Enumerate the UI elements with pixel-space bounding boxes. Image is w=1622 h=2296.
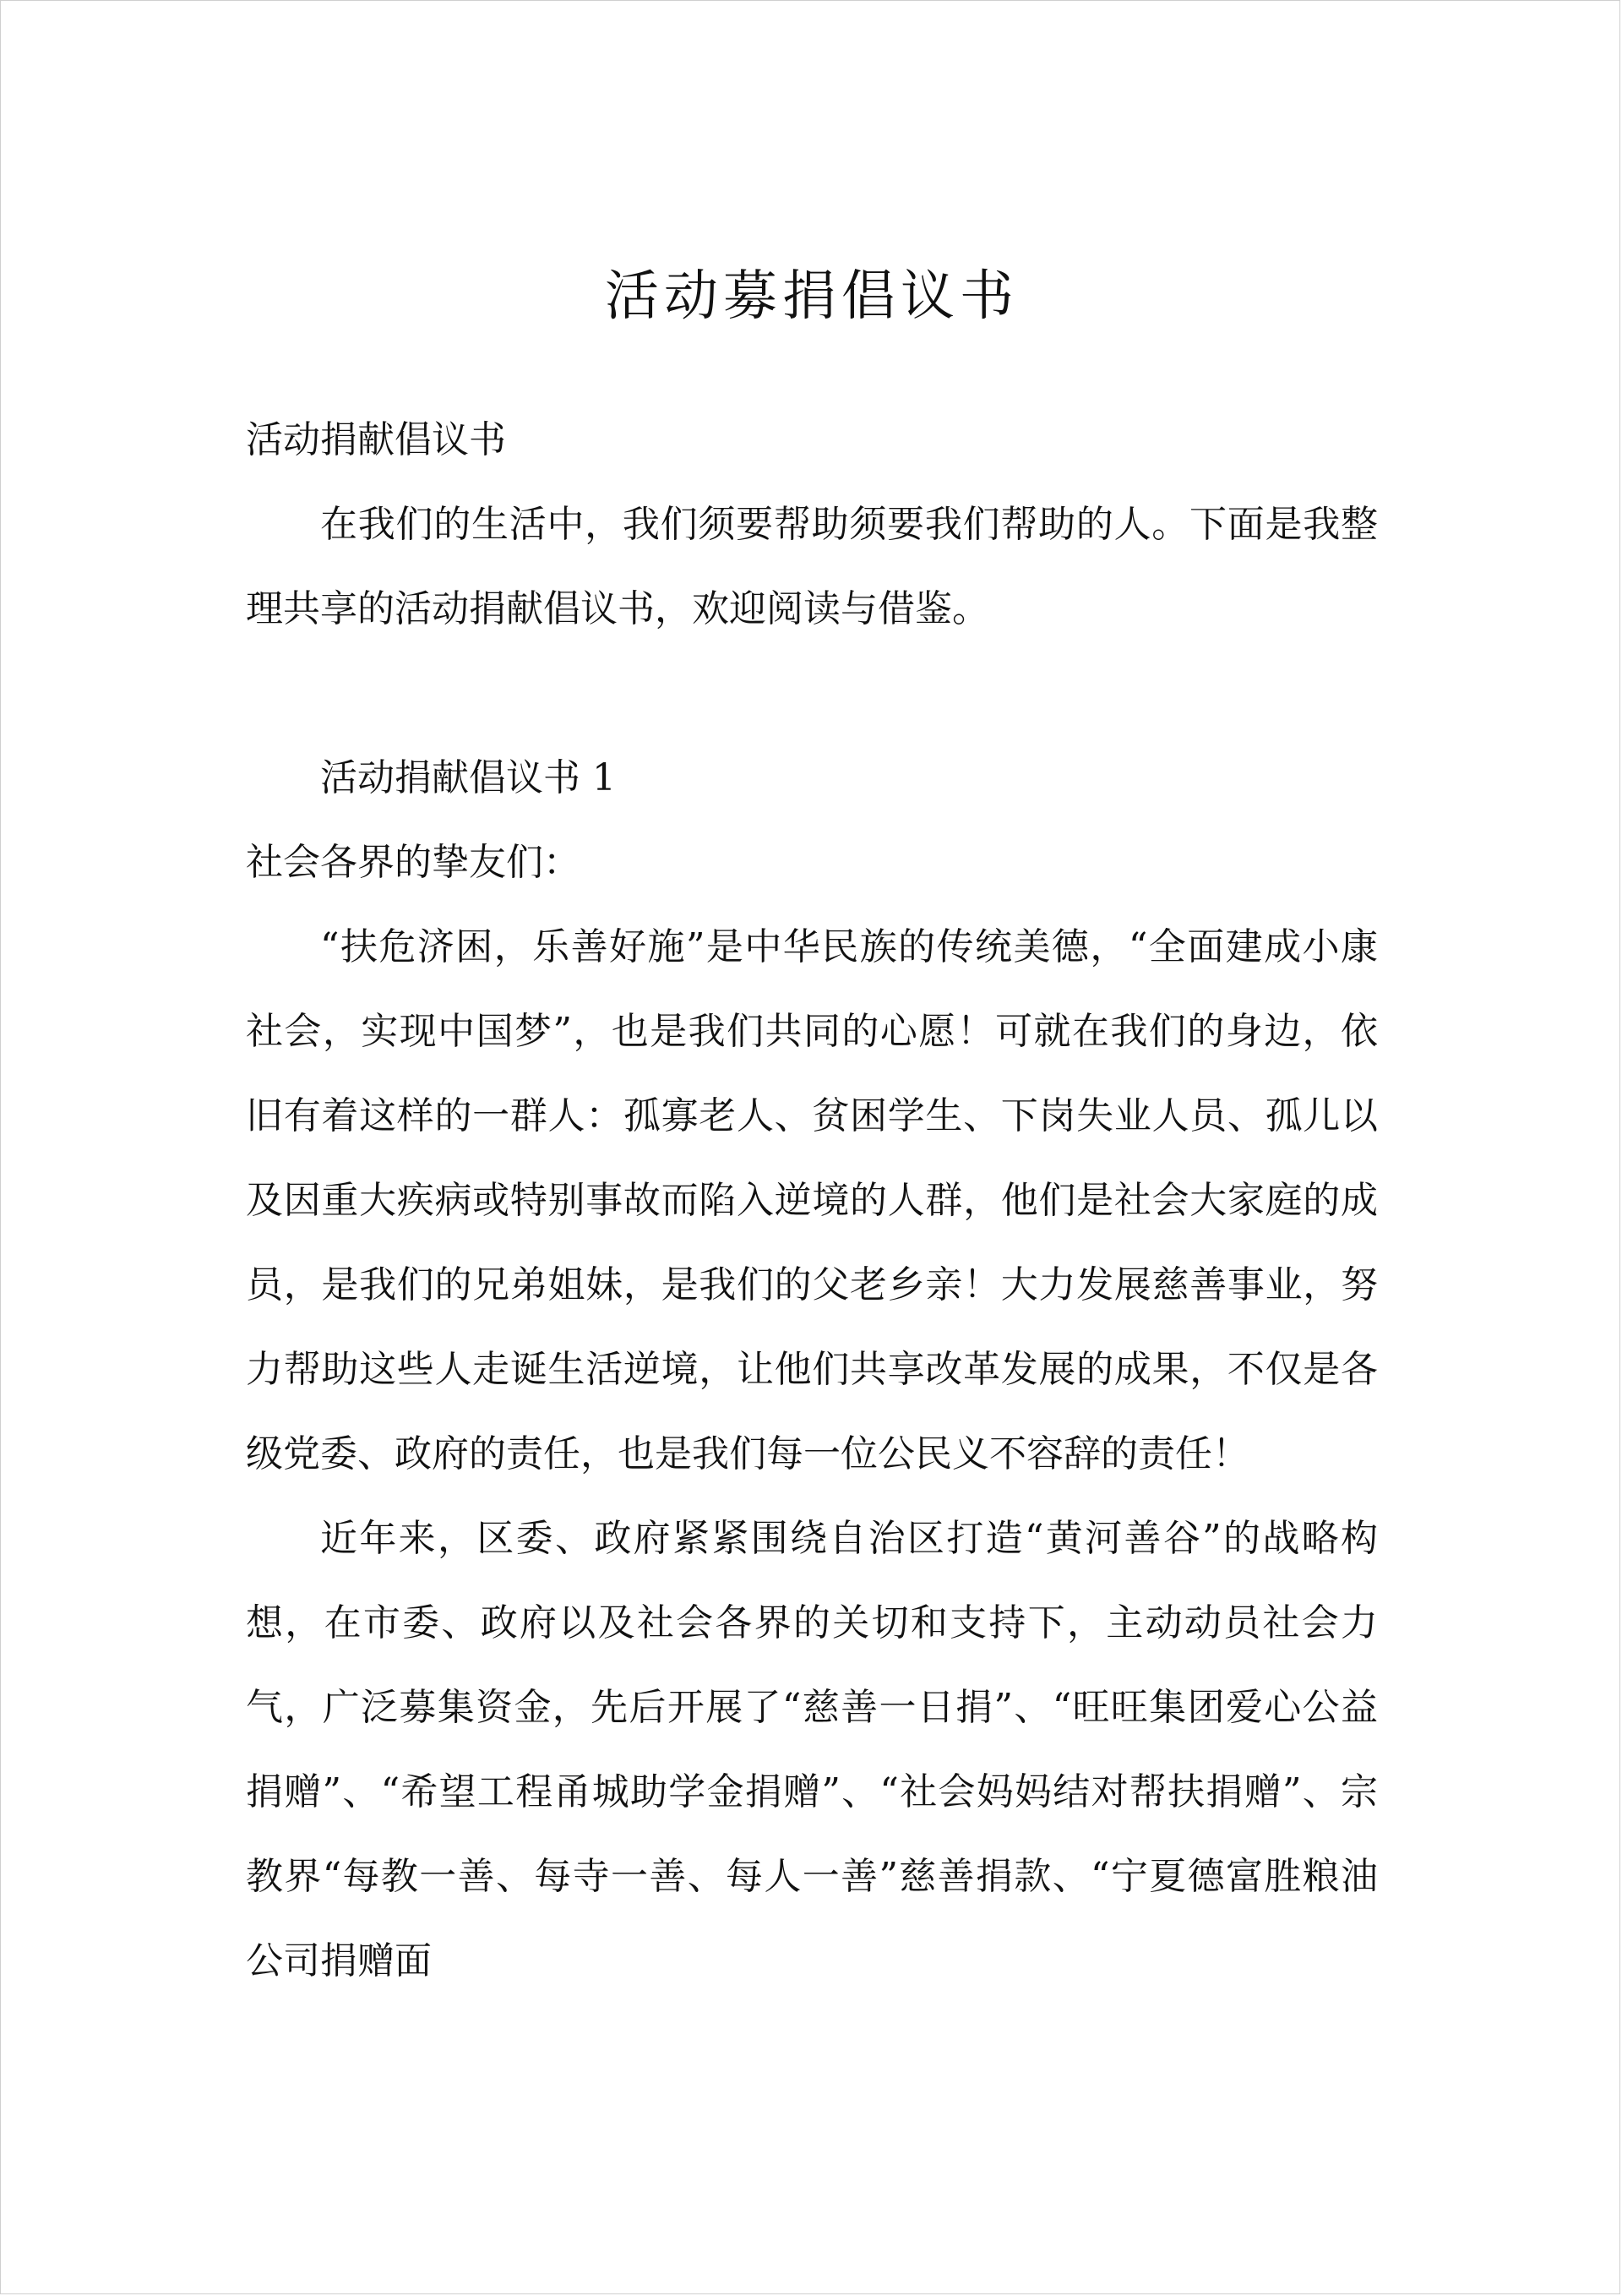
paragraph-gap [246,652,1378,736]
intro-paragraph: 在我们的生活中，我们须要帮助须要我们帮助的人。下面是我整理共享的活动捐献倡议书，欢迎阅读与借鉴。 [246,503,1378,630]
salutation: 社会各界的挚友们： [246,841,580,884]
body-paragraph: “扶危济困，乐善好施”是中华民族的传统美德，“全面建成小康社会，实现中国梦”，也是我们共同的心愿！可就在我们的身边，依旧有着这样的一群人：孤寡老人、贫困学生、下岗失业人员、孤儿以及因重大疾病或特别事故而陷入逆境的人群，他们是社会大家庭的成员，是我们的兄弟姐妹，是我们的父老乡亲！大力发展慈善事业，努力帮助这些人走诞生活逆境，让他们共享改革发展的成果，不仅是各级党委、政府的责任，也是我们每一位公民义不容辞的责任！ [246,925,1378,1475]
document-subtitle: 活动捐献倡议书 [246,418,506,461]
document-title: 活动募捐倡议书 [605,265,1019,328]
section-heading: 活动捐献倡议书 1 [320,756,616,799]
body-paragraph: 近年来，区委、政府紧紧围绕自治区打造“黄河善谷”的战略构想，在市委、政府以及社会各界的关切和支持下，主动动员社会力气，广泛募集资金，先后开展了“慈善一日捐”、“旺旺集团爱心公益捐赠”、“希望工程甬城助学金捐赠”、“社会妈妈结对帮扶捐赠”、宗教界“每教一善、每寺一善、每人一善”慈善捐款、“宁夏德富胜粮油公司捐赠面 [246,1517,1378,1982]
document-body [246,398,1378,2004]
